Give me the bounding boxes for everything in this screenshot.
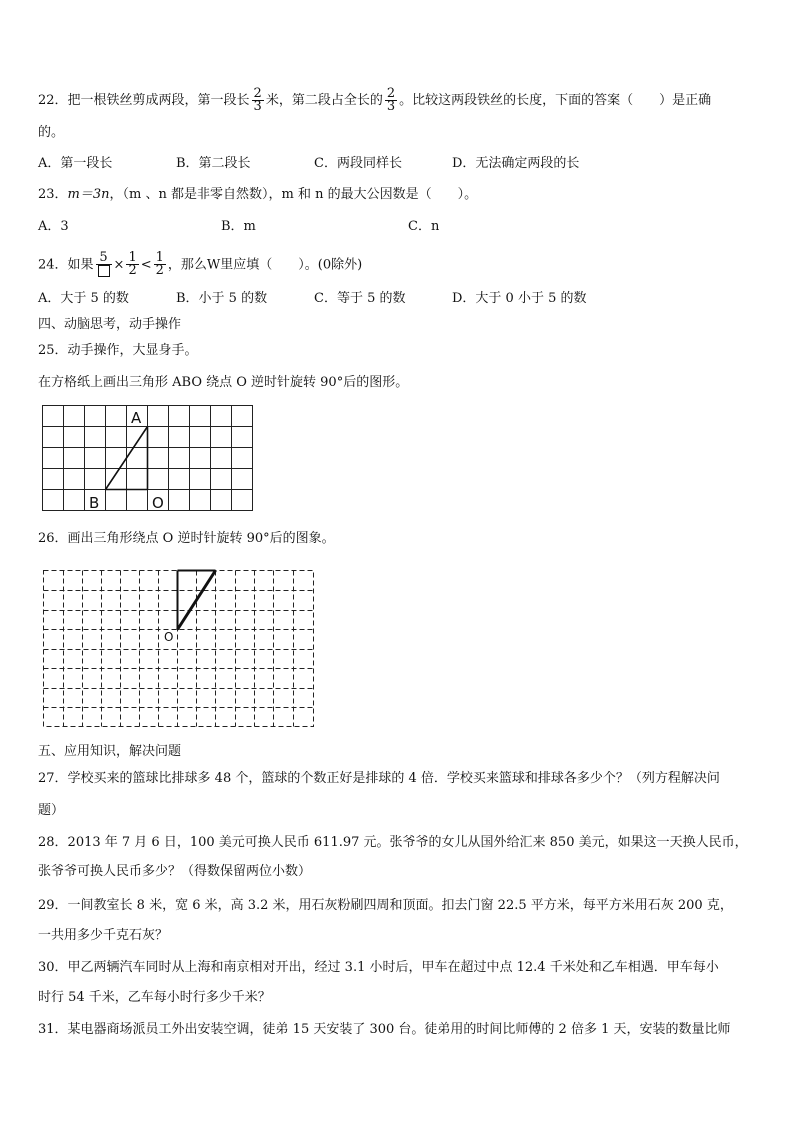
q24-option-c: C．等于 5 的数 bbox=[314, 291, 406, 306]
section-5-heading: 五、应用知识，解决问题 bbox=[38, 744, 182, 759]
q25-title: 25．动手操作，大显身手。 bbox=[38, 343, 198, 358]
q22-text-3: 。比较这两段铁丝的长度，下面的答案（ ）是正确 bbox=[399, 93, 712, 108]
q23-line bbox=[38, 186, 477, 204]
q23-option-c: C．n bbox=[408, 219, 440, 234]
q23-option-b: B．m bbox=[221, 219, 256, 234]
frac-denominator: 3 bbox=[253, 99, 262, 114]
q30-line1: 30．甲乙两辆汽车同时从上海和南京相对开出，经过 3.1 小时后，甲车在超过中点 12.4 千米处和乙车相遇．甲车每小 bbox=[38, 960, 719, 975]
q22-option-d: D．无法确定两段的长 bbox=[452, 156, 580, 171]
q24-line bbox=[38, 252, 362, 278]
label-o: O bbox=[152, 494, 164, 512]
q24-fraction-3 bbox=[154, 252, 166, 277]
q22-option-b: B．第二段长 bbox=[176, 156, 251, 171]
frac-denominator: 3 bbox=[386, 99, 396, 114]
q24-option-d: D．大于 0 小于 5 的数 bbox=[452, 291, 587, 306]
q22-option-c: C．两段同样长 bbox=[314, 156, 402, 171]
q22-text-1: 22．把一根铁丝剪成两段，第一段长 bbox=[38, 93, 250, 108]
blank-box bbox=[98, 265, 110, 277]
times-sign: × bbox=[113, 257, 125, 273]
q25-instruction: 在方格纸上画出三角形 ABO 绕点 O 逆时针旋转 90°后的图形。 bbox=[38, 375, 409, 390]
q22-line1 bbox=[38, 88, 711, 113]
q24-fraction-1 bbox=[96, 252, 112, 278]
q23-expression: m＝3n bbox=[67, 187, 110, 202]
q29-line1: 29．一间教室长 8 米，宽 6 米，高 3.2 米，用石灰粉刷四周和顶面。扣去门窗 22.5 平方米，每平方米用石灰 200 克， bbox=[38, 898, 733, 913]
q26-title: 26．画出三角形绕点 O 逆时针旋转 90°后的图象。 bbox=[38, 531, 335, 546]
q25-grid-figure bbox=[40, 403, 255, 514]
q28-line2: 张爷爷可换人民币多少？（得数保留两位小数） bbox=[38, 864, 312, 879]
frac-numerator: 5 bbox=[96, 252, 112, 265]
frac-numerator: 1 bbox=[155, 250, 164, 266]
q24-text: ，那么W里应填（ ）。(0除外) bbox=[167, 257, 363, 273]
frac-denominator: 2 bbox=[128, 263, 137, 279]
q23-text: ，（m 、n 都是非零自然数），m 和 n 的最大公因数是（ ）。 bbox=[109, 187, 478, 202]
q23-number: 23． bbox=[38, 187, 68, 202]
less-than-sign: < bbox=[140, 257, 152, 273]
q26-grid-figure bbox=[40, 566, 318, 728]
q27-line2: 题） bbox=[38, 803, 65, 818]
q26-label-o: O bbox=[164, 630, 174, 644]
frac-denominator-box bbox=[96, 265, 112, 278]
frac-numerator: 2 bbox=[386, 86, 396, 101]
label-b: B bbox=[89, 494, 100, 512]
q24-option-a: A．大于 5 的数 bbox=[38, 291, 129, 306]
q24-number: 24．如果 bbox=[38, 257, 94, 273]
q24-option-b: B．小于 5 的数 bbox=[176, 291, 268, 306]
section-4-heading: 四、动脑思考，动手操作 bbox=[38, 317, 182, 332]
q22-line2: 的。 bbox=[38, 125, 65, 140]
frac-denominator: 2 bbox=[155, 263, 164, 279]
q24-fraction-2 bbox=[126, 252, 138, 277]
q28-line1: 28．2013 年 7 月 6 日，100 美元可换人民币 611.97 元。张爷爷的女儿从国外给汇来 850 美元，如果这一天换人民币， bbox=[38, 835, 748, 850]
label-a: A bbox=[131, 409, 142, 427]
q22-fraction-1 bbox=[252, 88, 264, 113]
frac-numerator: 1 bbox=[128, 250, 137, 266]
q31-line1: 31．某电器商场派员工外出安装空调，徒弟 15 天安装了 300 台。徒弟用的时间比师傅的 2 倍多 1 天，安装的数量比师 bbox=[38, 1022, 731, 1037]
q22-fraction-2 bbox=[385, 88, 397, 113]
q23-option-a: A．3 bbox=[38, 219, 69, 234]
q29-line2: 一共用多少千克石灰？ bbox=[38, 928, 169, 943]
q30-line2: 时行 54 千米，乙车每小时行多少千米？ bbox=[38, 990, 271, 1005]
frac-numerator: 2 bbox=[253, 86, 262, 101]
q22-text-2: 米，第二段占全长的 bbox=[265, 93, 383, 108]
q22-option-a: A．第一段长 bbox=[38, 156, 113, 171]
q27-line1: 27．学校买来的篮球比排球多 48 个，篮球的个数正好是排球的 4 倍．学校买来篮球和排球各多少个？（列方程解决问 bbox=[38, 771, 720, 786]
